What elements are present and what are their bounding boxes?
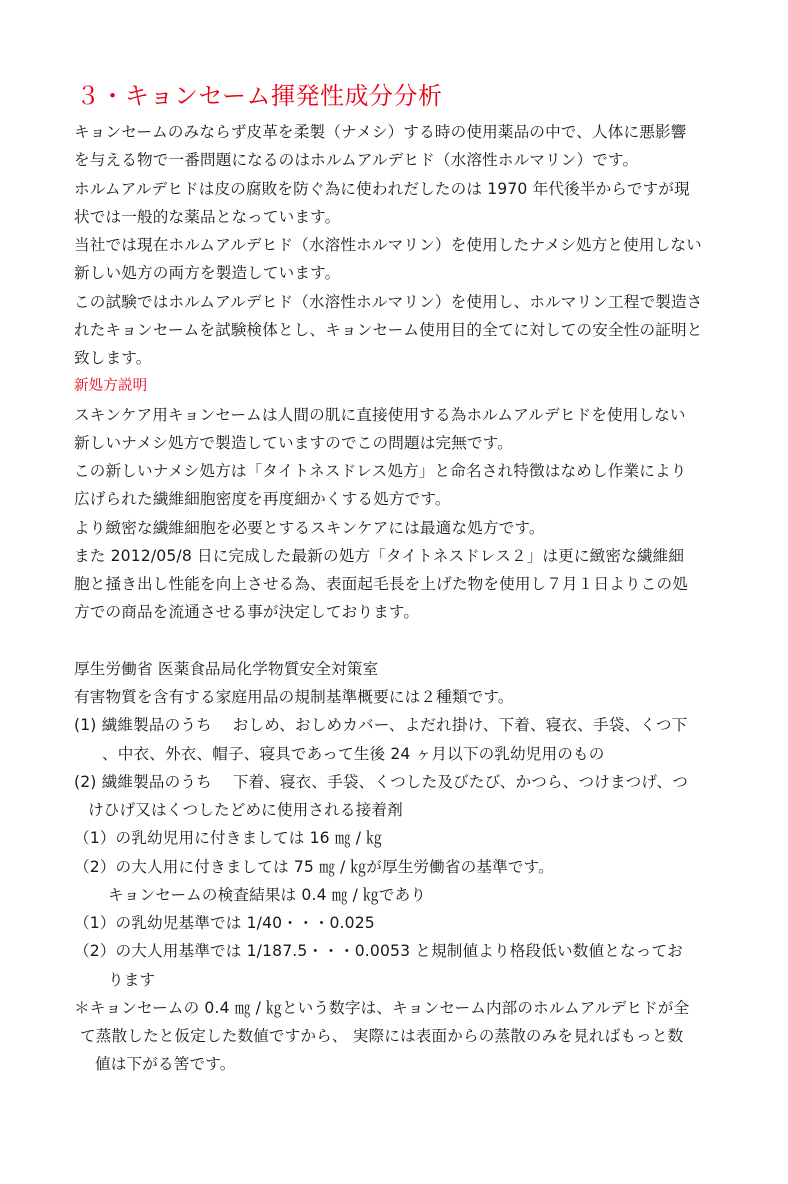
- paragraph-line: れたキョンセームを試験検体とし、キョンセーム使用目的全てに対しての安全性の証明と: [74, 321, 703, 339]
- criteria-line: （1）の乳幼児基準では 1/40・・・0.025: [74, 914, 375, 932]
- criteria-line: （2）の大人用に付きましては 75 ㎎ / ㎏が厚生労働省の基準です。: [74, 858, 554, 876]
- subheading-new-formula: 新処方説明: [74, 378, 148, 394]
- paragraph-line: 当社では現在ホルムアルデヒド（水溶性ホルマリン）を使用したナメシ処方と使用しない: [74, 236, 702, 254]
- note-line-cont: て蒸散したと仮定した数値ですから、 実際には表面からの蒸散のみを見ればもっと数: [80, 1027, 684, 1045]
- list-item-1-cont: 、中衣、外衣、帽子、寝具であって生後 24 ヶ月以下の乳幼児用のもの: [102, 745, 605, 763]
- paragraph-line: 広げられた繊維細胞密度を再度細かくする処方です。: [74, 490, 451, 508]
- paragraph-line: スキンケア用キョンセームは人間の肌に直接使用する為ホルムアルデヒドを使用しない: [74, 406, 686, 424]
- paragraph-line: ホルムアルデヒドは皮の腐敗を防ぐ為に使われだしたのは 1970 年代後半からですが現: [74, 180, 690, 198]
- paragraph-line: 方での商品を流通させる事が決定しております。: [74, 603, 420, 621]
- paragraph-line: より緻密な繊維細胞を必要とするスキンケアには最適な処方です。: [74, 519, 545, 537]
- note-line-cont: 値は下がる筈です。: [95, 1055, 236, 1073]
- paragraph-line: この試験ではホルムアルデヒド（水溶性ホルマリン）を使用し、ホルマリン工程で製造さ: [74, 293, 703, 311]
- paragraph-line: 致します。: [74, 349, 152, 367]
- paragraph-line: 状では一般的な薬品となっています。: [74, 208, 341, 226]
- criteria-line-cont: ります: [108, 971, 156, 989]
- paragraph-line: 厚生労働省 医薬食品局化学物質安全対策室: [74, 660, 379, 678]
- paragraph-line: この新しいナメシ処方は「タイトネスドレス処方」と命名され特徴はなめし作業により: [74, 462, 687, 480]
- criteria-line: （2）の大人用基準では 1/187.5・・・0.0053 と規制値より格段低い数値となってお: [74, 942, 683, 960]
- section-title: ３・キョンセーム揮発性成分分析: [76, 82, 443, 110]
- paragraph-line: 胞と掻き出し性能を向上させる為、表面起毛長を上げた物を使用し７月１日よりこの処: [74, 575, 689, 593]
- paragraph-line: また 2012/05/8 日に完成した最新の処方「タイトネスドレス２」は更に緻密な繊維細: [74, 547, 685, 565]
- result-line: キョンセームの検査結果は 0.4 ㎎ / ㎏であり: [108, 886, 427, 904]
- paragraph-line: 新しい処方の両方を製造しています。: [74, 264, 341, 282]
- paragraph-line: 新しいナメシ処方で製造していますのでこの問題は完無です。: [74, 434, 513, 452]
- paragraph-line: を与える物で一番問題になるのはホルムアルデヒド（水溶性ホルマリン）です。: [74, 151, 639, 169]
- paragraph-line: 有害物質を含有する家庭用品の規制基準概要には２種類です。: [74, 688, 514, 706]
- list-item-2: (2) 繊維製品のうち 下着、寝衣、手袋、くつした及びたび、かつら、つけまつげ、つ: [74, 773, 689, 791]
- list-item-2-cont: けひげ又はくつしたどめに使用される接着剤: [88, 801, 403, 819]
- list-item-1: (1) 繊維製品のうち おしめ、おしめカバー、よだれ掛け、下着、寝衣、手袋、くつ下: [74, 716, 688, 734]
- paragraph-line: キョンセームのみならず皮革を柔製（ナメシ）する時の使用薬品の中で、人体に悪影響: [74, 123, 687, 141]
- note-line: ＊キョンセームの 0.4 ㎎ / ㎏という数字は、キョンセーム内部のホルムアルデヒドが全: [74, 999, 690, 1017]
- criteria-line: （1）の乳幼児用に付きましては 16 ㎎ / ㎏: [74, 829, 382, 847]
